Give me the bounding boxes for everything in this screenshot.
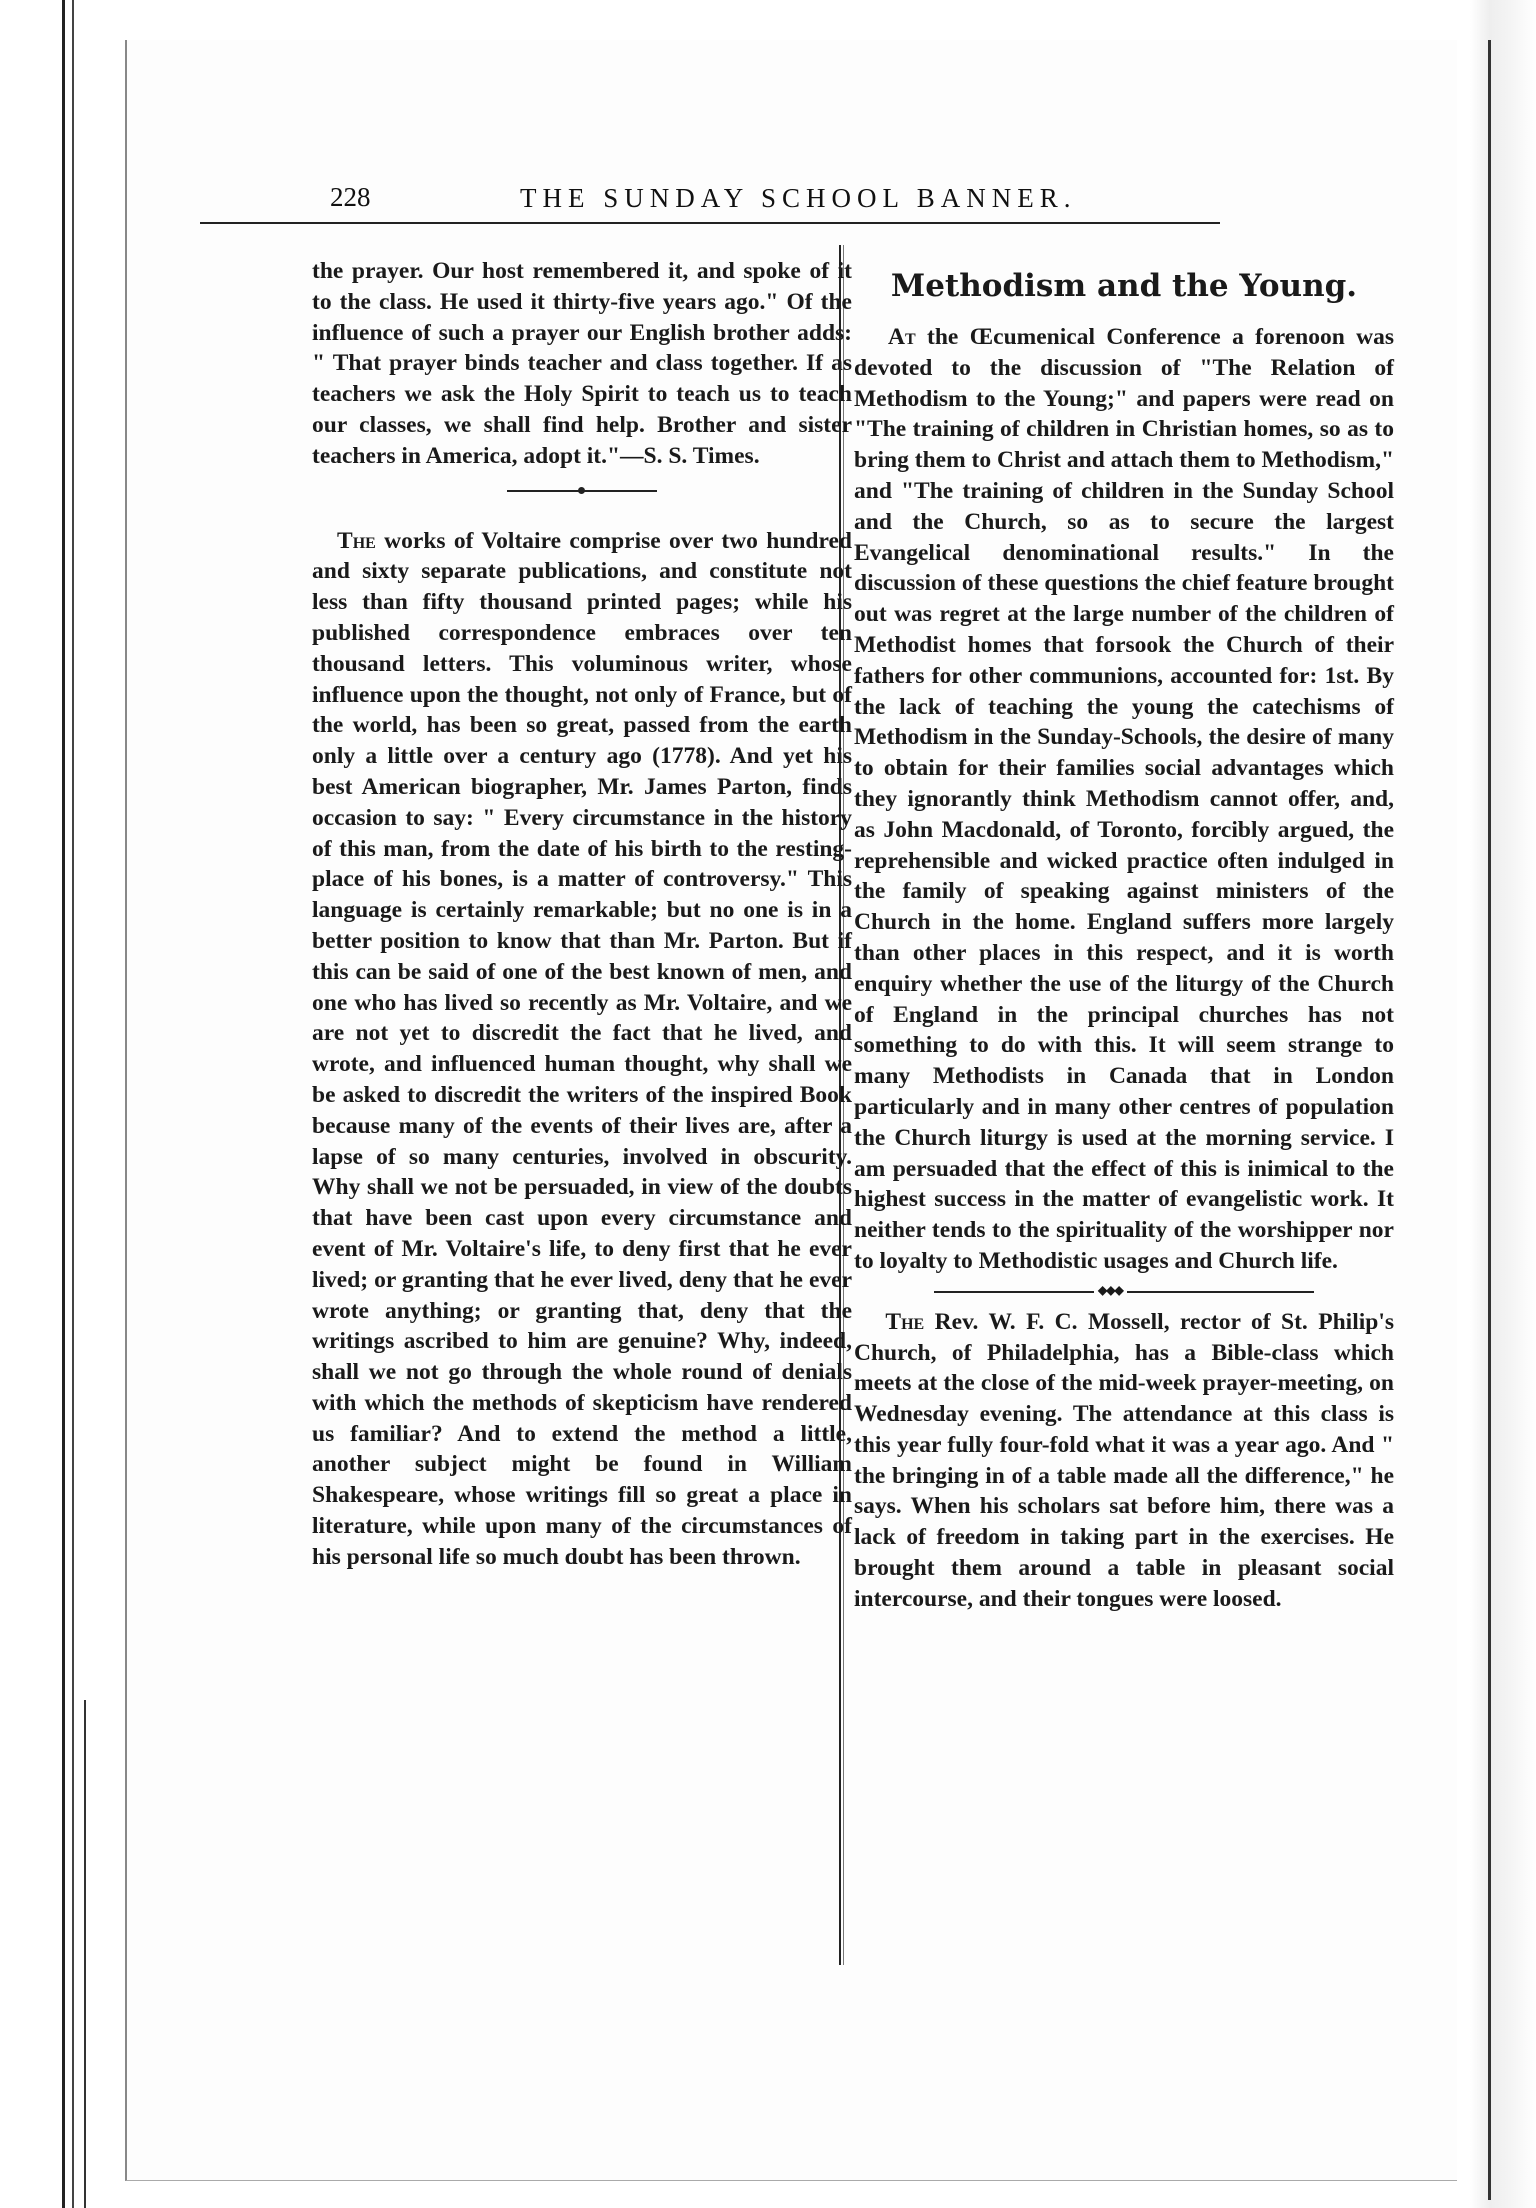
- right-column: [854, 256, 1394, 1615]
- left-column: [312, 256, 852, 1573]
- left-paragraph-1: the prayer. Our host remembered it, and spoke of it to the class. He used it thirty-five years ago." Of the influence of such a prayer our English brother adds: " That prayer binds teacher and class together. If as teachers we ask the Holy Spirit to teach us to teach our classes, we shall find help. Brother and sister teachers in America, adopt it."—S. S. Times.: [312, 258, 852, 469]
- right-paragraph-1: [854, 322, 1394, 1277]
- ornamental-separator: [934, 1291, 1314, 1293]
- right-paragraph-2-lead: The: [885, 1308, 925, 1335]
- left-paragraph-2-lead: The: [337, 527, 376, 554]
- right-paragraph-1-lead: At: [888, 324, 916, 350]
- running-head: THE SUNDAY SCHOOL BANNER.: [520, 183, 1077, 213]
- scan-binding-edge: [62, 0, 74, 2208]
- left-paragraph-2: [312, 526, 852, 1573]
- section-separator: [507, 490, 657, 492]
- left-paragraph-2-body: works of Voltaire comprise over two hundred and sixty separate publications, and constitute not less than fifty thousand printed pages; while his published correspondence embraces over ten thousand letters. This voluminous writer, whose influence upon the thought, not only of France, but of the world, has been so great, passed from the earth only a little over a century ago (1778). And yet his best American biographer, Mr. James Parton, finds occasion to say: " Every circumstance in the history of this man, from the date of his birth to the resting-place of his bones, is a matter of controversy." This language is certainly remarkable; but no one is in a better position to know that than Mr. Parton. But if this can be said of one of the best known of men, and one who has lived so recently as Mr. Voltaire, and we are not yet to discredit the fact that he lived, and wrote, and influenced human thought, why shall we be asked to discredit the writers of the inspired Book because many of the events of their lives are, after a lapse of so many centuries, involved in obscurity. Why shall we not be persuaded, in view of the doubts that have been cast upon every circumstance and event of Mr. Voltaire's life, to deny first that he ever lived; or granting that he ever lived, deny that he ever wrote anything; or granting that, deny that the writings ascribed to him are genuine? Why, indeed, shall we not go through the whole round of denials with which the methods of skepticism have rendered us familiar? And to extend the method a little, another subject might be found in William Shakespeare, whose writings fill so great a place in literature, while upon many of the circumstances of his personal life so much doubt has been thrown.: [312, 527, 853, 1570]
- scan-right-edge-line: [1488, 40, 1491, 2200]
- article-title: Methodism and the Young.: [890, 268, 1358, 304]
- scan-right-edge: [1470, 0, 1536, 2208]
- page-number: 228: [330, 182, 371, 212]
- scan-binding-edge-inner: [84, 1700, 90, 2208]
- right-paragraph-2-body: Rev. W. F. C. Mossell, rector of St. Philip's Church, of Philadelphia, has a Bible-class which meets at the close of the mid-week prayer-meeting, on Wednesday evening. The attendance at this class is this year fully four-fold what it was a year ago. And " the bringing in of a table made all the difference," he says. When his scholars sat before him, there was a lack of freedom in taking part in the exercises. He brought them around a table in pleasant social intercourse, and their tongues were loosed.: [854, 1308, 1394, 1612]
- right-paragraph-2: [854, 1307, 1394, 1615]
- right-paragraph-1-body: the Œcumenical Conference a forenoon was devoted to the discussion of "The Relation of Methodism to the Young;" and papers were read on "The training of children in Christian homes, so as to bring them to Christ and attach them to Methodism," and "The training of children in the Sunday School and the Church, so as to secure the largest Evangelical denominational results." In the discussion of these questions the chief feature brought out was regret at the large number of the children of Methodist homes that forsook the Church of their fathers for other communions, accounted for: 1st. By the lack of teaching the young the catechisms of Methodism in the Sunday-Schools, the desire of many to obtain for their families social advantages which they ignorantly think Methodism cannot offer, and, as John Macdonald, of Toronto, forcibly argued, the reprehensible and wicked practice often indulged in the family of speaking against ministers of the Church in the home. England suffers more largely than other places in this respect, and it is worth enquiry whether the use of the liturgy of the Church of England in the principal churches has not something to do with this. It will seem strange to many Methodists in Canada that in London particularly and in many other centres of population the Church liturgy is used at the morning service. I am persuaded that the effect of this is inimical to the highest success in the matter of evangelistic work. It neither tends to the spirituality of the worshipper nor to loyalty to Methodistic usages and Church life.: [854, 324, 1395, 1274]
